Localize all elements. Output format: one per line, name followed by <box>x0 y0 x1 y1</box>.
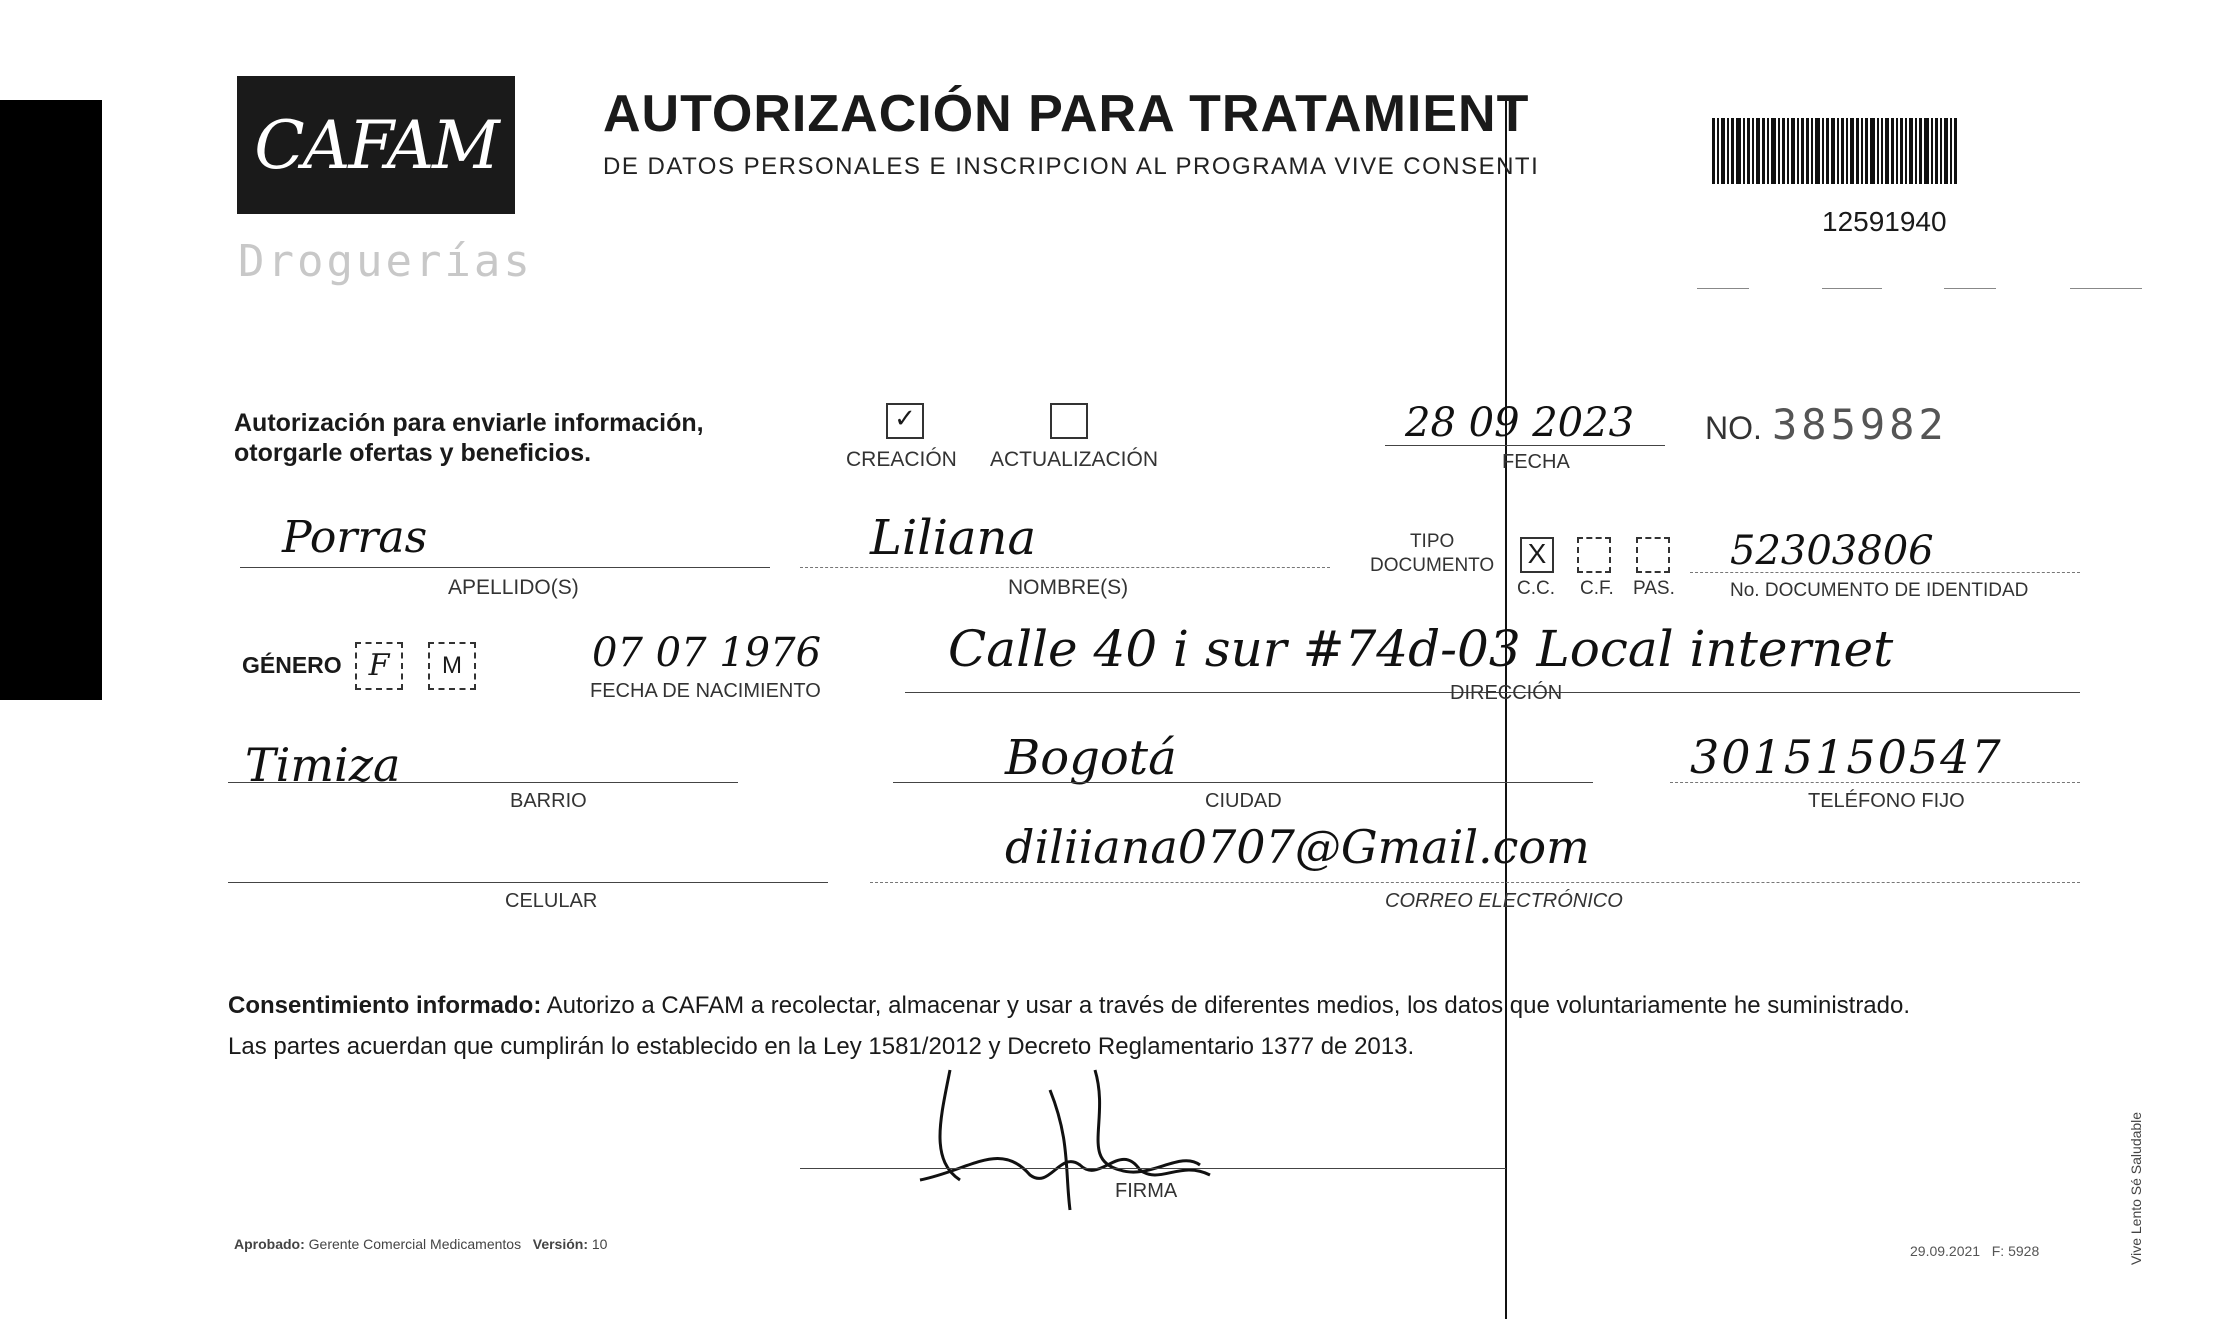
creacion-checkbox[interactable] <box>886 403 924 439</box>
actualizacion-checkbox[interactable] <box>1050 403 1088 439</box>
celular-label: CELULAR <box>505 890 598 912</box>
apellido-value: Porras <box>282 512 428 563</box>
nombre-value: Liliana <box>870 510 1037 566</box>
barcode <box>1712 118 2040 184</box>
barcode-stripe <box>1721 118 1725 184</box>
barcode-stripe <box>1831 118 1835 184</box>
cf-label: C.F. <box>1580 578 1614 599</box>
fecha-line <box>1385 445 1665 446</box>
barcode-stripe <box>1919 118 1922 184</box>
barrio-line <box>228 782 738 783</box>
barcode-stripe <box>1944 118 1948 184</box>
documento-line <box>1690 572 2080 573</box>
aprobado-label: Aprobado: <box>234 1236 305 1252</box>
barcode-stripe <box>1811 118 1813 184</box>
nombre-label: NOMBRE(S) <box>1008 576 1129 599</box>
barcode-stripe <box>1891 118 1894 184</box>
nombre-line <box>800 567 1330 568</box>
barcode-stripe <box>1841 118 1844 184</box>
telefono-label: TELÉFONO FIJO <box>1808 790 1965 812</box>
genero-f-mark: F <box>368 648 390 683</box>
barcode-stripe <box>1915 118 1917 184</box>
barcode-stripe <box>1806 118 1809 184</box>
footer-approval <box>234 1236 607 1252</box>
creacion-label: CREACIÓN <box>846 448 957 471</box>
genero-m-label: M <box>442 652 462 679</box>
barcode-stripe <box>1767 118 1769 184</box>
tipo-documento-label <box>1370 530 1494 578</box>
form-number: 385982 <box>1772 400 1948 449</box>
footer-codes <box>1910 1243 2039 1259</box>
consent-text-1: Autorizo a CAFAM a recolectar, almacenar y usar a través de diferentes medios, los datos que voluntariamente he suministrado. <box>546 992 1911 1019</box>
barcode-stripe <box>1905 118 1907 184</box>
barcode-stripe <box>1782 118 1785 184</box>
tipo-documento-label-1: TIPO <box>1409 531 1455 552</box>
cafam-logo: CAFAM <box>237 76 515 214</box>
correo-line <box>870 882 2080 883</box>
correo-value: diliiana0707@Gmail.com <box>1005 820 1590 874</box>
barcode-stripe <box>1797 118 1799 184</box>
apellido-label: APELLIDO(S) <box>448 576 579 599</box>
header-dash <box>1697 288 1749 289</box>
form-title: AUTORIZACIÓN PARA TRATAMIENT <box>603 85 1530 143</box>
barcode-stripe <box>1736 118 1741 184</box>
footer-date-code: 29.09.2021 <box>1910 1243 1981 1259</box>
barcode-stripe <box>1778 118 1780 184</box>
barcode-stripe <box>1896 118 1898 184</box>
cf-checkbox[interactable] <box>1577 537 1611 573</box>
pas-label: PAS. <box>1633 578 1675 599</box>
barcode-stripe <box>1756 118 1760 184</box>
logo-subtitle: Droguerías <box>238 236 533 287</box>
apellido-line <box>240 567 770 568</box>
signature-drawing <box>880 1060 1240 1220</box>
barcode-stripe <box>1865 118 1868 184</box>
genero-m-checkbox[interactable] <box>428 642 476 690</box>
barcode-stripe <box>1885 118 1889 184</box>
fecha-value: 28 09 2023 <box>1405 400 1635 446</box>
nacimiento-label: FECHA DE NACIMIENTO <box>590 680 821 702</box>
actualizacion-label: ACTUALIZACIÓN <box>990 448 1159 471</box>
barcode-stripe <box>1815 118 1820 184</box>
genero-label: GÉNERO <box>242 652 342 678</box>
barcode-stripe <box>1791 118 1795 184</box>
genero-f-checkbox[interactable] <box>355 642 403 690</box>
signature-label: FIRMA <box>1115 1180 1178 1202</box>
authorization-text <box>234 408 704 468</box>
barcode-stripe <box>1822 118 1824 184</box>
correo-label: CORREO ELECTRÓNICO <box>1385 890 1623 912</box>
barcode-stripe <box>1861 118 1863 184</box>
consent-text-2: Las partes acuerdan que cumplirán lo establecido en la Ley 1581/2012 y Decreto Reglamentario 1377 de 2013. <box>228 1033 1415 1060</box>
barcode-stripe <box>1717 118 1719 184</box>
scan-vertical-line <box>1505 100 1507 1319</box>
header-dash <box>1822 288 1882 289</box>
consent-paragraph <box>228 985 1910 1067</box>
ciudad-label: CIUDAD <box>1205 790 1282 812</box>
header-dash <box>2070 288 2142 289</box>
fecha-label: FECHA <box>1502 451 1570 473</box>
barcode-stripe <box>1940 118 1942 184</box>
barcode-stripe <box>1931 118 1933 184</box>
documento-label: No. DOCUMENTO DE IDENTIDAD <box>1730 580 2029 601</box>
ciudad-value: Bogotá <box>1005 730 1177 786</box>
authorization-line-2: otorgarle ofertas y beneficios. <box>234 439 592 467</box>
barcode-stripe <box>1935 118 1938 184</box>
barrio-value: Timiza <box>245 738 401 792</box>
telefono-line <box>1670 782 2080 783</box>
barcode-stripe <box>1727 118 1729 184</box>
cc-check-mark: X <box>1527 538 1547 569</box>
barcode-stripe <box>1954 118 1957 184</box>
header-dash <box>1944 288 1996 289</box>
aprobado-value: Gerente Comercial Medicamentos <box>308 1236 522 1252</box>
barcode-stripe <box>1731 118 1734 184</box>
cc-checkbox[interactable] <box>1520 537 1554 573</box>
barcode-stripe <box>1826 118 1829 184</box>
signature-line <box>800 1168 1506 1169</box>
barcode-stripe <box>1752 118 1754 184</box>
authorization-line-1: Autorización para enviarle información, <box>234 409 704 437</box>
barcode-number: 12591940 <box>1822 206 1947 237</box>
barcode-stripe <box>1856 118 1859 184</box>
telefono-value: 3015150547 <box>1690 730 2003 784</box>
barcode-stripe <box>1909 118 1913 184</box>
creacion-check-mark: ✓ <box>894 403 916 433</box>
barcode-stripe <box>1850 118 1854 184</box>
ciudad-line <box>893 782 1593 783</box>
barcode-stripe <box>1747 118 1750 184</box>
barcode-stripe <box>1924 118 1929 184</box>
tipo-documento-label-2: DOCUMENTO <box>1370 555 1495 576</box>
form-subtitle: DE DATOS PERSONALES E INSCRIPCION AL PROGRAMA VIVE CONSENTI <box>603 153 1540 180</box>
barcode-stripe <box>1877 118 1879 184</box>
barcode-stripe <box>1950 118 1952 184</box>
consent-bold: Consentimiento informado: <box>228 992 542 1019</box>
footer-f-code: F: 5928 <box>1991 1243 2040 1259</box>
barcode-stripe <box>1762 118 1765 184</box>
scan-black-bar <box>0 100 102 700</box>
barcode-stripe <box>1870 118 1875 184</box>
version-value: 10 <box>591 1236 608 1252</box>
side-slogan: Vive Lento Sé Saludable <box>2128 1111 2144 1265</box>
barcode-stripe <box>1881 118 1883 184</box>
nacimiento-value: 07 07 1976 <box>592 630 822 676</box>
pas-checkbox[interactable] <box>1636 537 1670 573</box>
barcode-stripe <box>1900 118 1903 184</box>
documento-value: 52303806 <box>1730 528 1934 574</box>
barrio-label: BARRIO <box>510 790 587 812</box>
version-label: Versión: <box>532 1236 588 1252</box>
direccion-value: Calle 40 i sur #74d-03 Local internet <box>948 620 1894 678</box>
barcode-stripe <box>1846 118 1848 184</box>
barcode-stripe <box>1712 118 1715 184</box>
celular-line <box>228 882 828 883</box>
consent-line-1 <box>228 985 1910 1026</box>
barcode-stripe <box>1771 118 1776 184</box>
barcode-stripe <box>1787 118 1789 184</box>
barcode-stripe <box>1801 118 1804 184</box>
barcode-stripe <box>1743 118 1745 184</box>
barcode-stripe <box>1837 118 1839 184</box>
direccion-label: DIRECCIÓN <box>1450 682 1563 704</box>
form-number-prefix: NO. <box>1705 410 1762 446</box>
cc-label: C.C. <box>1517 578 1555 599</box>
